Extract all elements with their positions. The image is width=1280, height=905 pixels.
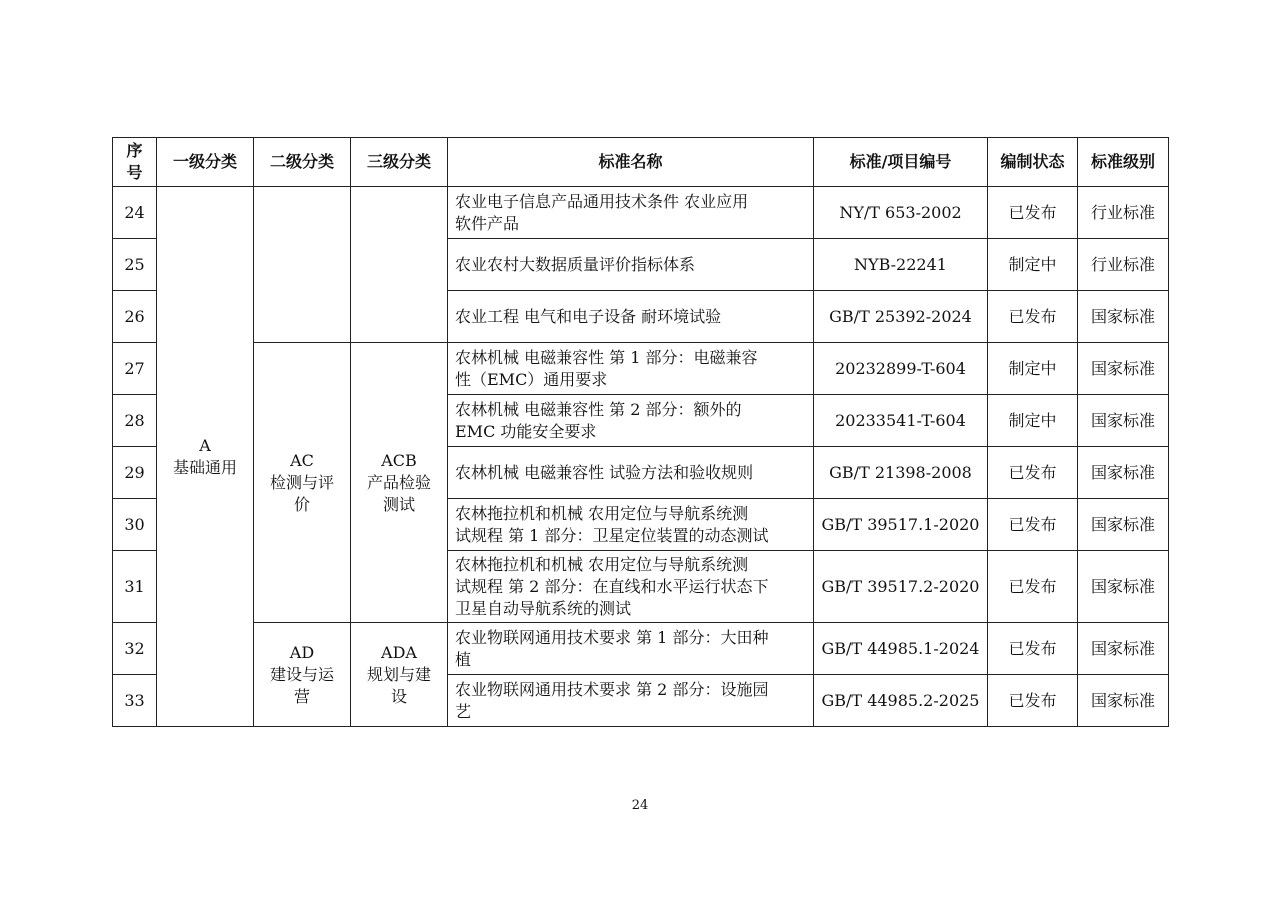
row-grade: 国家标准 <box>1078 343 1169 395</box>
table-row <box>113 343 1169 395</box>
level1-cell <box>157 187 254 727</box>
row-code: 20232899-T-604 <box>814 343 988 395</box>
row-code: GB/T 39517.2-2020 <box>814 551 988 623</box>
level1-code: A <box>199 435 211 455</box>
row-status: 已发布 <box>988 623 1078 675</box>
header-level3: 三级分类 <box>351 138 448 187</box>
row-grade: 行业标准 <box>1078 187 1169 239</box>
level3-label-line2: 测试 <box>382 494 415 514</box>
row-seq: 31 <box>113 551 157 623</box>
row-name: 农林机械 电磁兼容性 第 2 部分：额外的 EMC 功能安全要求 <box>448 395 814 447</box>
row-seq: 30 <box>113 499 157 551</box>
header-level2: 二级分类 <box>254 138 351 187</box>
row-grade: 行业标准 <box>1078 239 1169 291</box>
row-grade: 国家标准 <box>1078 551 1169 623</box>
level2-label-line1: 建设与运 <box>269 664 334 684</box>
header-level1: 一级分类 <box>157 138 254 187</box>
row-code: NY/T 653-2002 <box>814 187 988 239</box>
standards-table <box>112 137 1169 727</box>
level2-ad-cell <box>254 623 351 727</box>
row-status: 制定中 <box>988 239 1078 291</box>
level3-code: ACB <box>381 450 417 470</box>
table-row <box>113 623 1169 675</box>
level3-empty-cell <box>351 187 448 343</box>
row-code: GB/T 44985.2-2025 <box>814 675 988 727</box>
level2-empty-cell <box>254 187 351 343</box>
header-name: 标准名称 <box>448 138 814 187</box>
row-status: 已发布 <box>988 499 1078 551</box>
row-status: 制定中 <box>988 395 1078 447</box>
level3-ada-cell <box>351 623 448 727</box>
row-status: 已发布 <box>988 187 1078 239</box>
level1-label: 基础通用 <box>172 457 237 477</box>
row-name: 农林拖拉机和机械 农用定位与导航系统测 试规程 第 2 部分：在直线和水平运行状态下 卫星自动导航系统的测试 <box>448 551 814 623</box>
row-grade: 国家标准 <box>1078 291 1169 343</box>
row-grade: 国家标准 <box>1078 447 1169 499</box>
level3-label-line1: 规划与建 <box>366 664 431 684</box>
level2-code: AD <box>289 642 315 662</box>
row-status: 制定中 <box>988 343 1078 395</box>
row-name: 农业物联网通用技术要求 第 2 部分：设施园 艺 <box>448 675 814 727</box>
header-seq: 序 号 <box>113 138 157 187</box>
row-name: 农业电子信息产品通用技术条件 农业应用 软件产品 <box>448 187 814 239</box>
row-name: 农林拖拉机和机械 农用定位与导航系统测 试规程 第 1 部分：卫星定位装置的动态测试 <box>448 499 814 551</box>
row-name: 农业物联网通用技术要求 第 1 部分：大田种 植 <box>448 623 814 675</box>
level2-code: AC <box>290 450 314 470</box>
level3-code: ADA <box>381 642 417 662</box>
header-grade: 标准级别 <box>1078 138 1169 187</box>
header-code: 标准/项目编号 <box>814 138 988 187</box>
row-grade: 国家标准 <box>1078 623 1169 675</box>
row-status: 已发布 <box>988 675 1078 727</box>
row-status: 已发布 <box>988 551 1078 623</box>
row-status: 已发布 <box>988 291 1078 343</box>
row-seq: 25 <box>113 239 157 291</box>
table-row <box>113 187 1169 239</box>
level2-label-line1: 检测与评 <box>269 472 334 492</box>
header-row <box>113 138 1169 187</box>
row-code: NYB-22241 <box>814 239 988 291</box>
row-seq: 26 <box>113 291 157 343</box>
row-seq: 29 <box>113 447 157 499</box>
row-name: 农业工程 电气和电子设备 耐环境试验 <box>448 291 814 343</box>
row-code: 20233541-T-604 <box>814 395 988 447</box>
level2-ac-cell <box>254 343 351 623</box>
level3-acb-cell <box>351 343 448 623</box>
row-code: GB/T 25392-2024 <box>814 291 988 343</box>
level2-label-line2: 营 <box>293 686 310 706</box>
row-name: 农林机械 电磁兼容性 第 1 部分：电磁兼容 性（EMC）通用要求 <box>448 343 814 395</box>
level3-label-line1: 产品检验 <box>366 472 431 492</box>
page-number: 24 <box>631 798 649 813</box>
row-seq: 28 <box>113 395 157 447</box>
row-code: GB/T 21398-2008 <box>814 447 988 499</box>
level3-label-line2: 设 <box>390 686 407 706</box>
row-status: 已发布 <box>988 447 1078 499</box>
row-seq: 32 <box>113 623 157 675</box>
row-code: GB/T 44985.1-2024 <box>814 623 988 675</box>
row-seq: 33 <box>113 675 157 727</box>
row-grade: 国家标准 <box>1078 499 1169 551</box>
row-grade: 国家标准 <box>1078 675 1169 727</box>
row-grade: 国家标准 <box>1078 395 1169 447</box>
row-name: 农林机械 电磁兼容性 试验方法和验收规则 <box>448 447 814 499</box>
row-seq: 24 <box>113 187 157 239</box>
row-name: 农业农村大数据质量评价指标体系 <box>448 239 814 291</box>
row-code: GB/T 39517.1-2020 <box>814 499 988 551</box>
row-seq: 27 <box>113 343 157 395</box>
header-status: 编制状态 <box>988 138 1078 187</box>
level2-label-line2: 价 <box>293 494 310 514</box>
